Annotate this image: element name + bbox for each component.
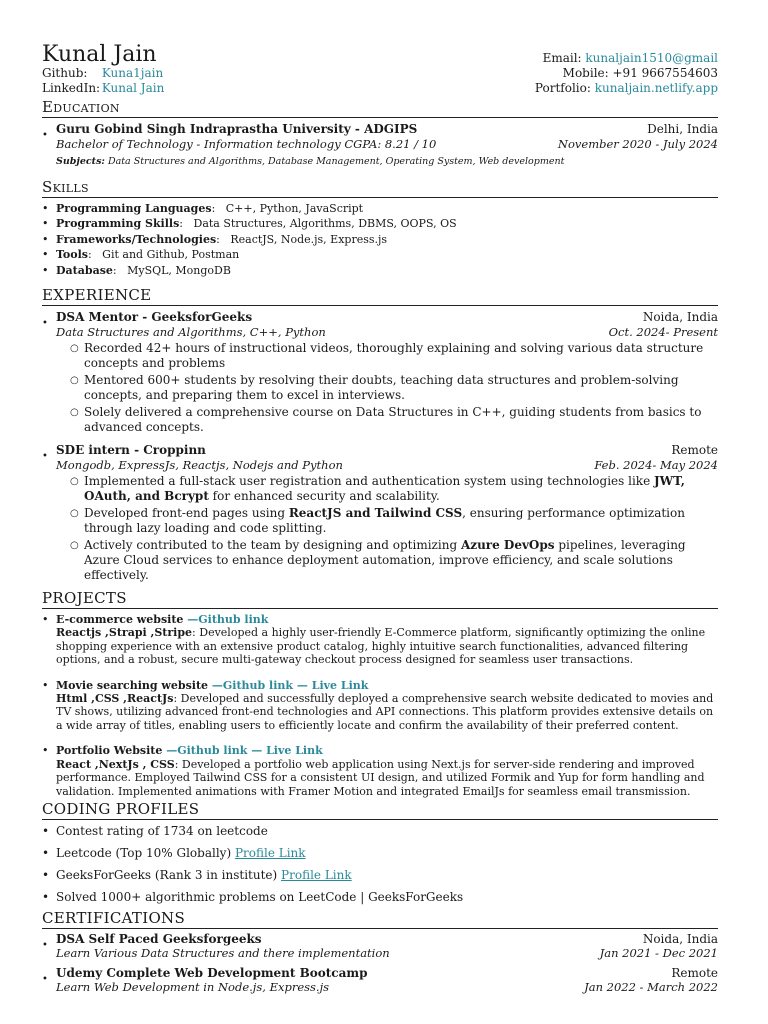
list-item: • Frameworks/Technologies: ReactJS, Node.js, Express.js xyxy=(42,232,718,247)
project-description: : Developed a portfolio web application using Next.js for server-side rendering and improved performance. Employed Tailwind CSS for a consistent UI design, and utilized Formik and Yup for form handling and validation. Implemented animations with Framer Motion and integrated EmailJs for seamless email transmission. xyxy=(56,757,705,798)
certification-title: Udemy Complete Web Development Bootcamp xyxy=(56,965,368,980)
job-dates: Oct. 2024- Present xyxy=(608,324,718,339)
linkedin-link[interactable]: Kunal Jain xyxy=(101,81,165,95)
candidate-name: Kunal Jain xyxy=(42,42,157,67)
mobile-value: +91 9667554603 xyxy=(612,66,718,80)
project-title: E-commerce website xyxy=(56,613,184,627)
certification-entry: • DSA Self Paced Geeksforgeeks Noida, India Learn Various Data Structures and there implementation Jan 2021 - Dec 2021 xyxy=(42,931,718,961)
coding-profiles-list xyxy=(42,824,718,905)
job-bullets xyxy=(42,474,718,583)
skills-heading: Skills xyxy=(42,178,718,198)
certification-location: Noida, India xyxy=(642,931,718,946)
list-item: ○ Developed front-end pages using ReactJS and Tailwind CSS, ensuring performance optimization through lazy loading and code splitting. xyxy=(42,506,718,536)
job-bullets xyxy=(42,341,718,435)
linkedin-label: LinkedIn: xyxy=(42,81,101,95)
certification-dates: Jan 2022 - March 2022 xyxy=(584,980,718,995)
github-link[interactable]: Github link xyxy=(222,678,294,692)
project-title: Portfolio Website xyxy=(56,744,163,758)
github-label: Github: xyxy=(42,66,88,80)
project-item: • Portfolio Website —Github link — Live Link React ,NextJs , CSS: Developed a portfolio web application using Next.js for server-side rendering and improved performance. Employed Tailwind CSS for a consistent UI design, and utilized Formik and Yup for form handling and validation. Implemented animations with Framer Motion and integrated EmailJs for seamless email transmission. xyxy=(42,744,718,798)
projects-heading: PROJECTS xyxy=(42,589,718,609)
certification-entry: • Udemy Complete Web Development Bootcamp Remote Learn Web Development in Node.js, Express.js Jan 2022 - March 2022 xyxy=(42,965,718,995)
portfolio-link[interactable]: kunaljain.netlify.app xyxy=(594,81,718,95)
list-item: • Programming Languages: C++, Python, JavaScript xyxy=(42,201,718,216)
email-link[interactable]: kunaljain1510@gmail xyxy=(585,51,718,65)
resume-header xyxy=(42,40,718,98)
portfolio-label: Portfolio: xyxy=(534,81,591,95)
job-location: Remote xyxy=(671,443,718,458)
project-item: • E-commerce website —Github link Reactjs ,Strapi ,Stripe: Developed a highly user-friendly E-Commerce platform, significantly optimizing the online shopping experience with an extensive product catalog, highly intuitive search functionalities, advanced filtering options, and a robust, secure multi-gateway checkout process designed for seamless user transactions. xyxy=(42,613,718,667)
job-location: Noida, India xyxy=(642,310,718,325)
subjects-line xyxy=(56,155,718,168)
project-tech: Reactjs ,Strapi ,Stripe xyxy=(56,626,193,640)
live-link[interactable]: Live Link xyxy=(266,744,323,758)
job-title: SDE intern - Croppinn xyxy=(56,443,206,458)
project-tech: Html ,CSS ,ReactJs xyxy=(56,692,174,706)
leetcode-profile-link[interactable]: Profile Link xyxy=(234,845,306,860)
certification-location: Remote xyxy=(671,965,718,980)
education-entry: • Guru Gobind Singh Indraprastha University - ADGIPS Delhi, India Bachelor of Technology - Information technology CGPA: 8.21 / 10 November 2020 - July 2024 Subjects: Data Structures and Algorithms, Database Management, Operating System, Web development xyxy=(42,122,718,167)
github-link[interactable]: Github link xyxy=(198,613,269,627)
list-item: • Contest rating of 1734 on leetcode xyxy=(42,824,718,839)
job-dates: Feb. 2024- May 2024 xyxy=(594,457,718,472)
project-tech: React ,NextJs , CSS xyxy=(56,757,175,771)
list-item: • Database: MySQL, MongoDB xyxy=(42,263,718,278)
school-location: Delhi, India xyxy=(647,122,718,136)
resume-page xyxy=(42,40,718,995)
coding-profiles-heading: CODING PROFILES xyxy=(42,800,718,820)
skills-list xyxy=(42,201,718,278)
certifications-heading: CERTIFICATIONS xyxy=(42,909,718,929)
school-name: Guru Gobind Singh Indraprastha University - ADGIPS xyxy=(56,122,418,136)
experience-heading: EXPERIENCE xyxy=(42,286,718,306)
list-item: • Leetcode (Top 10% Globally) Profile Link xyxy=(42,846,718,861)
header-left xyxy=(42,66,164,96)
mobile-label: Mobile: xyxy=(562,66,609,80)
list-item: • Tools: Git and Github, Postman xyxy=(42,247,718,262)
list-item: ○ Mentored 600+ students by resolving their doubts, teaching data structures and problem-solving concepts, and preparing them to excel in interviews. xyxy=(42,373,718,403)
degree: Bachelor of Technology - Information technology CGPA: 8.21 / 10 xyxy=(56,136,437,151)
job-title: DSA Mentor - GeeksforGeeks xyxy=(56,310,253,325)
list-item: ○ Solely delivered a comprehensive course on Data Structures in C++, guiding students from basics to advanced concepts. xyxy=(42,405,718,435)
live-link[interactable]: Live Link xyxy=(311,678,369,692)
project-item: • Movie searching website —Github link — Live Link Html ,CSS ,ReactJs: Developed and successfully deployed a comprehensive search website dedicated to movies and TV shows, utilizing advanced front-end technologies and API connections. This platform provides extensive details on a wide array of titles, enabling users to efficiently locate and confirm the availability of their preferred content. xyxy=(42,679,718,733)
list-item: ○ Recorded 42+ hours of instructional videos, thoroughly explaining and solving various data structure concepts and problems xyxy=(42,341,718,371)
experience-entry: • DSA Mentor - GeeksforGeeks Noida, India Data Structures and Algorithms, C++, Python Oct. 2024- Present xyxy=(42,310,718,339)
certification-title: DSA Self Paced Geeksforgeeks xyxy=(56,931,262,946)
certification-dates: Jan 2021 - Dec 2021 xyxy=(599,946,718,961)
job-tech: Data Structures and Algorithms, C++, Python xyxy=(56,324,326,339)
list-item: ○ Implemented a full-stack user registration and authentication system using technologies like JWT, OAuth, and Bcrypt for enhanced security and scalability. xyxy=(42,474,718,504)
github-link[interactable]: Kuna1jain xyxy=(101,66,164,80)
education-dates: November 2020 - July 2024 xyxy=(557,136,718,151)
gfg-profile-link[interactable]: Profile Link xyxy=(281,867,352,882)
education-heading: Education xyxy=(42,98,718,118)
header-right xyxy=(535,51,718,96)
project-description: : Developed and successfully deployed a comprehensive search website dedicated to movies and TV shows, utilizing advanced front-end technologies and API connections. This platform provides extensive details on a wide array of titles, enabling users to efficiently locate and confirm the availability of their preferred content. xyxy=(56,692,714,732)
job-tech: Mongodb, ExpressJs, Reactjs, Nodejs and Python xyxy=(56,457,343,472)
experience-entry: • SDE intern - Croppinn Remote Mongodb, ExpressJs, Reactjs, Nodejs and Python Feb. 2024- May 2024 xyxy=(42,443,718,472)
project-description: : Developed a highly user-friendly E-Commerce platform, significantly optimizing the online shopping experience with an extensive product catalog, highly intuitive search functionalities, advanced filtering options, and a robust, secure multi-gateway checkout process designed for seamless user transactions. xyxy=(56,626,706,667)
github-link[interactable]: Github link xyxy=(177,744,248,758)
list-item: • Solved 1000+ algorithmic problems on LeetCode | GeeksForGeeks xyxy=(42,890,718,905)
certification-description: Learn Various Data Structures and there implementation xyxy=(56,946,390,961)
list-item: ○ Actively contributed to the team by designing and optimizing Azure DevOps pipelines, leveraging Azure Cloud services to enhance deployment automation, improve efficiency, and scale solutions effectively. xyxy=(42,538,718,583)
subjects-label: Subjects: xyxy=(56,156,105,167)
project-title: Movie searching website xyxy=(56,678,209,692)
list-item: • Programming Skills: Data Structures, Algorithms, DBMS, OOPS, OS xyxy=(42,216,718,231)
subjects-value: Data Structures and Algorithms, Database Management, Operating System, Web development xyxy=(107,156,565,167)
email-label: Email: xyxy=(542,51,582,65)
certification-description: Learn Web Development in Node.js, Express.js xyxy=(56,980,330,995)
list-item: • GeeksForGeeks (Rank 3 in institute) Profile Link xyxy=(42,868,718,883)
